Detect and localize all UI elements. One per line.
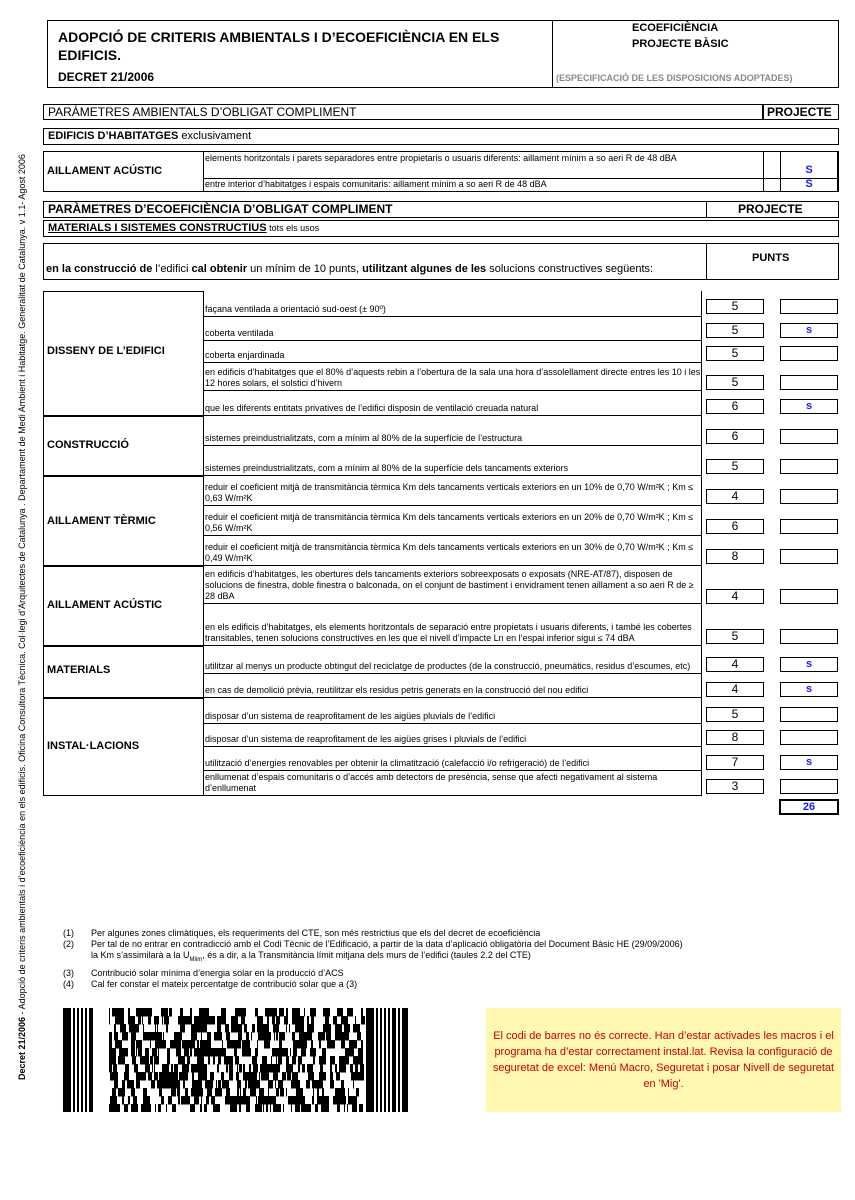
points-15: 8: [706, 730, 764, 745]
points-16: 7: [706, 755, 764, 770]
item-facana-ventilada: façana ventilada a orientació sud-oest (± 90º): [203, 291, 701, 317]
section1-check-1[interactable]: S: [805, 164, 813, 176]
intro-part-4: un mínim de 10 punts,: [247, 263, 363, 275]
points-6: 5: [706, 459, 764, 474]
item-reciclatge: utilitzar al menys un producte obtingut del reciclatge de productes (de la construcció, pneumàtics, residus d’escumes, etc): [203, 646, 701, 674]
check-9[interactable]: [780, 549, 838, 564]
points-1: 5: [706, 323, 764, 338]
points-3: 5: [706, 375, 764, 390]
points-12: 4: [706, 657, 764, 672]
document-title: ADOPCIÓ DE CRITERIS AMBIENTALS I D’ECOEFICIÈNCIA EN ELS EDIFICIS.: [58, 29, 500, 63]
section1-acoustic-label: AILLAMENT ACÚSTIC: [47, 165, 163, 177]
points-9: 8: [706, 549, 764, 564]
item-impacte-acustic: en els edificis d’habitatges, els elements horitzontals de separació entre propietats i usuaris diferents, i també les cobertes transitables, tenen solucions constructives en les que el nivell d’impacte Ln en l’espai inferior sigui ≤ 74 dBA: [203, 604, 701, 646]
group-label-instal: INSTAL·LACIONS: [47, 740, 140, 752]
header-right-subtitle: PROJECTE BÀSIC: [632, 38, 729, 50]
item-energies-renovables: utilització d’energies renovables per obtenir la climatització (calefacció i/o refrigeració) de l’edifici: [203, 747, 701, 771]
header-right-note: (ESPECIFICACIÓ DE LES DISPOSICIONS ADOPTADES): [556, 73, 793, 83]
total-points: 26: [779, 799, 839, 815]
section2-intro: [46, 263, 653, 275]
footnote-2-sub: Mlim: [189, 956, 203, 963]
section1-projecte: PROJECTE: [767, 105, 832, 119]
footnotes: [63, 928, 823, 990]
intro-part-3: cal obtenir: [191, 263, 248, 275]
section1-row-1: elements horitzontals i parets separadores entre propietaris o usuaris diferents: aillament mínim a so aeri R de 48 dBA: [205, 153, 677, 163]
points-13: 4: [706, 682, 764, 697]
section1-row-2: entre interior d’habitatges i espais comunitaris: aillament mínim a so aeri R de 48 dBA: [205, 179, 547, 189]
check-10[interactable]: [780, 589, 838, 604]
intro-part-5: utilitzant algunes de les: [362, 263, 487, 275]
check-14[interactable]: [780, 707, 838, 722]
points-8: 6: [706, 519, 764, 534]
item-assolellament: en edificis d’habitatges que el 80% d’aquests rebin a l’obertura de la sala una hora d’assolellament directe entres les 10 i les 12 hores solars, el solstici d’hivern: [203, 363, 701, 391]
item-km-10: reduir el coeficient mitjà de transmitància tèrmica Km dels tancaments verticals exteriors en un 10% de 0,70 W/m²K ; Km ≤ 0,63 W/m²K: [203, 476, 701, 506]
section2-sub-bold: MATERIALS I SISTEMES CONSTRUCTIUS: [48, 222, 267, 234]
footnote-2-rest: , és a dir, a la Transmitància límit mitjana dels murs de l’edifici (taules 2.2 del CTE): [202, 950, 531, 960]
group-label-construccio: CONSTRUCCIÓ: [47, 439, 129, 451]
header-right-title: ECOEFICIÈNCIA: [632, 22, 719, 34]
section2-projecte: PROJECTE: [738, 202, 803, 216]
footnote-2b: la Km s’assimilarà a la U: [91, 950, 190, 960]
footnote-num-3: (3): [63, 967, 74, 978]
points-4: 6: [706, 399, 764, 414]
intro-part-1: en la construcció de: [46, 263, 153, 275]
group-label-disseny: DISSENY DE L’EDIFICI: [47, 345, 165, 357]
side-caption-bold: Decret 21/2006: [17, 1016, 27, 1080]
section2-sub-rest: tots els usos: [266, 223, 320, 233]
group-label-materials: MATERIALS: [47, 664, 111, 676]
check-2[interactable]: [780, 346, 838, 361]
barcode-image: [63, 1008, 410, 1112]
check-5[interactable]: [780, 429, 838, 444]
points-10: 4: [706, 589, 764, 604]
footnote-num-2: (2): [63, 939, 74, 949]
section1-sub-bold: EDIFICIS D’HABITATGES: [48, 130, 179, 142]
check-15[interactable]: [780, 730, 838, 745]
check-3[interactable]: [780, 375, 838, 390]
points-0: 5: [706, 299, 764, 314]
section1-check-2[interactable]: S: [805, 178, 813, 190]
points-17: 3: [706, 779, 764, 794]
points-11: 5: [706, 629, 764, 644]
footnote-num-4: (4): [63, 978, 74, 989]
section1-sub-rest: exclusivament: [178, 130, 252, 142]
item-aigues-grises: disposar d’un sistema de reaprofitament de les aigües grises i pluvials de l’edifici: [203, 724, 701, 747]
footnote-num-1: (1): [63, 928, 74, 938]
check-7[interactable]: [780, 489, 838, 504]
item-enllumenat: enllumenat d’espais comunitaris o d’accés amb detectors de presència, sense que afecti negativament al sistema d’enllumenat: [203, 771, 701, 796]
footnote-4: Cal fer constar el mateix percentatge de contribució solar que a (3): [91, 978, 358, 989]
points-5: 6: [706, 429, 764, 444]
section2-title: PARÀMETRES D’ECOEFICIÈNCIA D’OBLIGAT COMPLIMENT: [48, 202, 393, 216]
macro-warning-text: El codi de barres no és correcte. Han d’estar activades les macros i el programa ha d’estar correctament instal.lat. Revisa la configuració de seguretat de excel: Menú Macro, Seguretat i posar Nivell de seguretat en 'Mig'.: [492, 1030, 835, 1090]
intro-part-6: solucions constructives següents:: [486, 263, 654, 275]
item-preind-tancaments: sistemes preindustrialitzats, com a mínim al 80% de la superfície dels tancaments exteriors: [203, 446, 701, 476]
item-aigues-pluvials: disposar d’un sistema de reaprofitament de les aigües pluvials de l’edifici: [203, 698, 701, 724]
item-km-30: reduir el coeficient mitjà de transmitància tèrmica Km dels tancaments verticals exteriors en un 30% de 0,70 W/m²K ; Km ≤ 0,49 W/m²K: [203, 536, 701, 566]
item-ventilacio-creuada: que les diferents entitats privatives de l’edifici disposin de ventilació creuada natural: [203, 391, 701, 416]
intro-part-2: l’edifici: [152, 263, 192, 275]
footnote-2: Per tal de no entrar en contradicció amb el Codi Tècnic de l’Edificació, a partir de la data d’aplicació obligatòria del Document Bàsic HE (29/09/2006): [91, 939, 683, 949]
footnote-1: Per algunes zones climàtiques, els requeriments del CTE, son més restrictius que els del decret de ecoeficiència: [91, 928, 541, 938]
check-12[interactable]: s: [780, 657, 838, 672]
decree-label: DECRET 21/2006: [58, 70, 155, 84]
check-1[interactable]: s: [780, 323, 838, 338]
item-preind-estructura: sistemes preindustrialitzats, com a mínim al 80% de la superfície de l’estructura: [203, 416, 701, 446]
points-2: 5: [706, 346, 764, 361]
check-4[interactable]: s: [780, 399, 838, 414]
check-13[interactable]: s: [780, 682, 838, 697]
check-8[interactable]: [780, 519, 838, 534]
group-label-termic: AILLAMENT TÈRMIC: [47, 515, 156, 527]
points-14: 5: [706, 707, 764, 722]
side-caption-rest: - Adopció de criteris ambientals i d’ecoeficiència en els edificis. Oficina Consultora Tècnica. Col·legi d’Arquitectes de Catalunya . Departament de Medi Ambient i Habitatge. Generalitat de Catalunya. v 1.1- Agost 2006: [17, 154, 27, 1017]
check-6[interactable]: [780, 459, 838, 474]
punts-header: PUNTS: [752, 252, 790, 264]
check-11[interactable]: [780, 629, 838, 644]
footnote-3: Contribució solar mínima d’energia solar en la producció d’ACS: [91, 967, 344, 978]
item-coberta-enjardinada: coberta enjardinada: [203, 341, 701, 363]
check-17[interactable]: [780, 779, 838, 794]
item-coberta-ventilada: coberta ventilada: [203, 317, 701, 341]
group-label-acustic: AILLAMENT ACÚSTIC: [47, 599, 163, 611]
section1-title: PARÀMETRES AMBIENTALS D’OBLIGAT COMPLIMENT: [48, 105, 357, 119]
side-caption: [8, 40, 36, 1080]
item-km-20: reduir el coeficient mitjà de transmitància tèrmica Km dels tancaments verticals exteriors en un 20% de 0,70 W/m²K ; Km ≤ 0,56 W/m²K: [203, 506, 701, 536]
check-16[interactable]: s: [780, 755, 838, 770]
item-residus-petris: en cas de demolició prèvia, reutilitzar els residus petris generats en la construcció del nou edifici: [203, 674, 701, 698]
points-7: 4: [706, 489, 764, 504]
check-0[interactable]: [780, 299, 838, 314]
item-obertures-acustic: en edificis d’habitatges, les obertures dels tancaments exteriors sobreexposats o exposats (NRE-AT/87), disposen de solucions de finestra, doble finestra o balconada, on el conjunt de bastiment i envidrament tenen aillament a so aeri R de ≥ 28 dBA: [203, 566, 701, 604]
